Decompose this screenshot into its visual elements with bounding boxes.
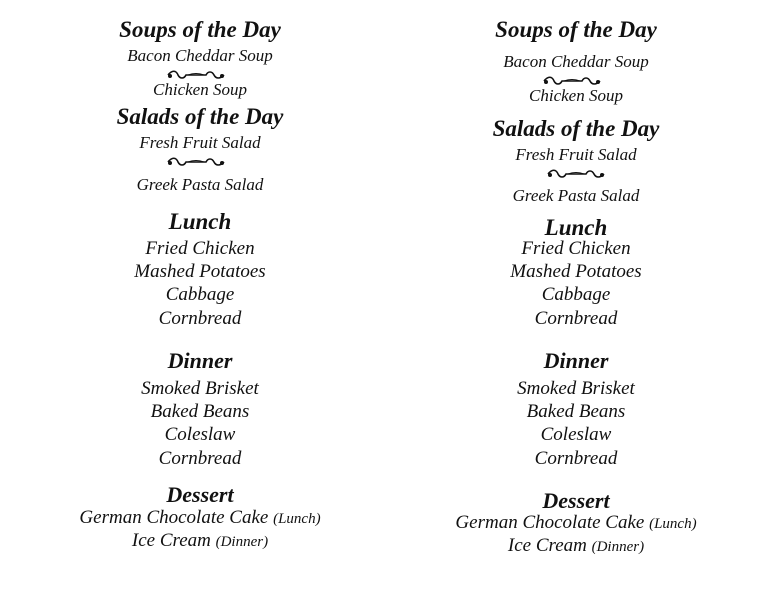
soup-item: Bacon Cheddar Soup — [127, 46, 273, 65]
lunch-heading: Lunch — [168, 209, 232, 234]
soups-heading: Soups of the Day — [495, 17, 657, 42]
dessert-note: (Dinner) — [215, 534, 269, 550]
dessert-name: German Chocolate Cake — [455, 512, 645, 533]
flourish-divider-icon — [544, 169, 608, 179]
lunch-heading: Lunch — [544, 215, 608, 240]
soup-item: Chicken Soup — [153, 80, 247, 99]
dessert-item — [40, 531, 360, 550]
menu-card-right — [416, 0, 736, 594]
dinner-item: Coleslaw — [540, 424, 612, 445]
dinner-item: Smoked Brisket — [141, 378, 259, 399]
dessert-name: Ice Cream — [131, 530, 211, 551]
lunch-item: Cornbread — [534, 308, 618, 329]
salads-heading: Salads of the Day — [492, 116, 660, 141]
dinner-item: Baked Beans — [526, 401, 626, 422]
dessert-item — [416, 536, 736, 555]
flourish-divider-icon — [540, 76, 604, 86]
salad-item: Greek Pasta Salad — [512, 186, 640, 205]
salad-item: Fresh Fruit Salad — [139, 133, 261, 152]
lunch-item: Mashed Potatoes — [510, 261, 642, 282]
flourish-divider-icon — [164, 70, 228, 80]
soup-item: Bacon Cheddar Soup — [503, 52, 649, 71]
dinner-item: Smoked Brisket — [517, 378, 635, 399]
lunch-item: Cornbread — [158, 308, 242, 329]
dessert-note: (Lunch) — [649, 516, 697, 532]
soup-item: Chicken Soup — [529, 86, 623, 105]
lunch-item: Cabbage — [165, 284, 235, 305]
salad-item: Fresh Fruit Salad — [515, 145, 637, 164]
lunch-item: Fried Chicken — [521, 238, 631, 259]
lunch-item: Cabbage — [541, 284, 611, 305]
dinner-item: Coleslaw — [164, 424, 236, 445]
dinner-item: Cornbread — [534, 448, 618, 469]
dessert-note: (Dinner) — [591, 539, 645, 555]
salads-heading: Salads of the Day — [116, 104, 284, 129]
menu-card-left — [40, 0, 360, 594]
lunch-item: Fried Chicken — [145, 238, 255, 259]
dessert-note: (Lunch) — [273, 511, 321, 527]
dessert-heading: Dessert — [542, 488, 610, 513]
salad-item: Greek Pasta Salad — [136, 175, 264, 194]
dessert-item — [416, 513, 736, 532]
dinner-heading: Dinner — [167, 348, 233, 373]
dessert-name: German Chocolate Cake — [79, 507, 269, 528]
dinner-item: Cornbread — [158, 448, 242, 469]
dinner-heading: Dinner — [543, 348, 609, 373]
dinner-item: Baked Beans — [150, 401, 250, 422]
dessert-item — [40, 508, 360, 527]
soups-heading: Soups of the Day — [119, 17, 281, 42]
dessert-name: Ice Cream — [507, 535, 587, 556]
lunch-item: Mashed Potatoes — [134, 261, 266, 282]
flourish-divider-icon — [164, 157, 228, 167]
dessert-heading: Dessert — [166, 482, 234, 507]
